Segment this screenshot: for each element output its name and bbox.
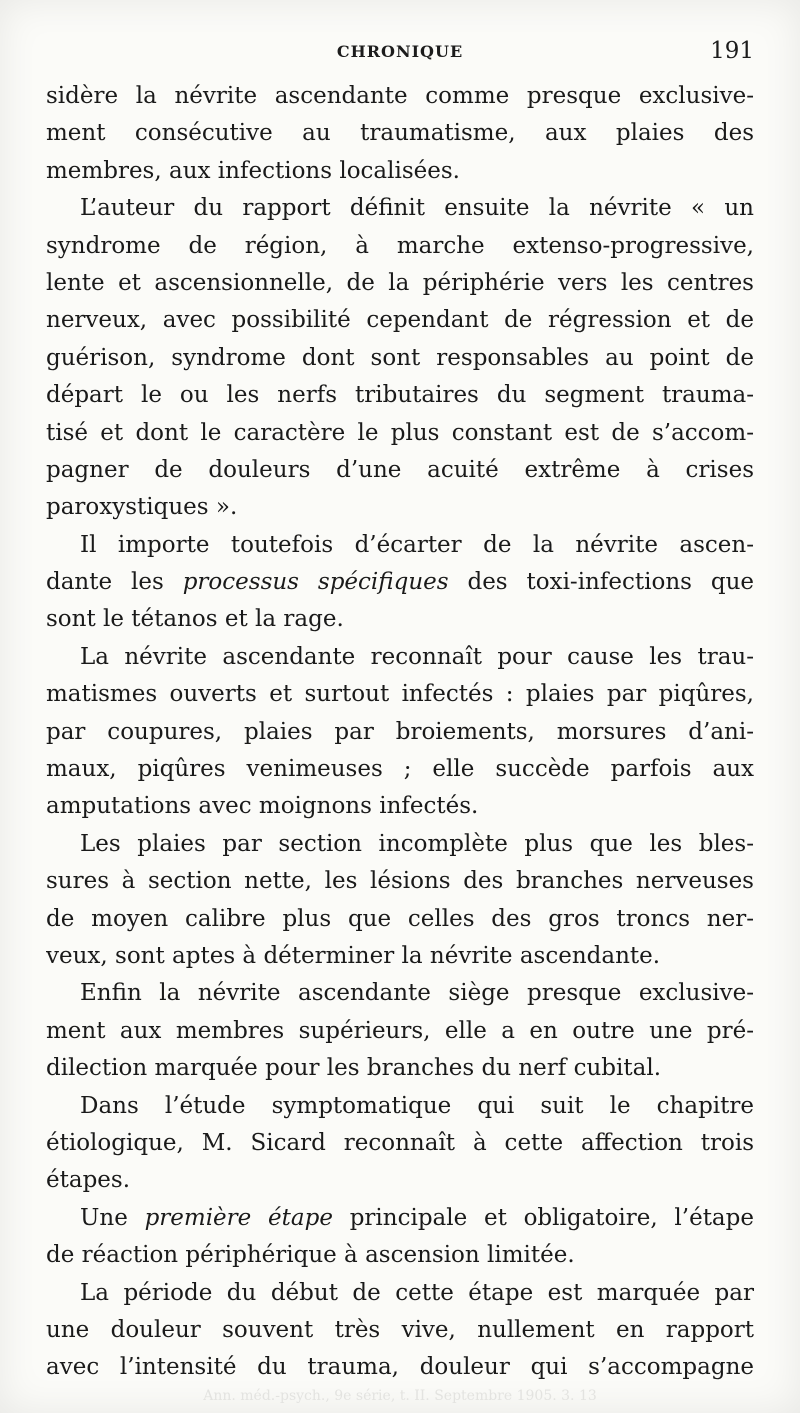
text-run: Une bbox=[80, 1204, 145, 1231]
text-line: La période du début de cette étape est marquée par bbox=[80, 1279, 754, 1306]
text-line: étiologique, M. Sicard reconnaît à cette affection trois bbox=[46, 1129, 754, 1156]
page-number: 191 bbox=[710, 38, 754, 64]
text-line: syndrome de région, à marche extenso-progressive, bbox=[46, 232, 754, 259]
footer-bleed-through: Ann. méd.-psych., 9e série, t. II. Septembre 1905. 3. 13 bbox=[203, 1388, 597, 1404]
text-line: départ le ou les nerfs tributaires du segment trauma- bbox=[46, 382, 754, 409]
text-line: paroxystiques ». bbox=[46, 494, 238, 521]
text-line bbox=[46, 564, 754, 601]
running-head bbox=[46, 38, 754, 68]
text-run: dante les bbox=[46, 569, 183, 596]
italic-term: processus spécifiques bbox=[182, 569, 449, 596]
body-text bbox=[46, 78, 754, 1387]
text-line: maux, piqûres venimeuses ; elle succède parfois aux bbox=[46, 756, 754, 783]
text-line: veux, sont aptes à déterminer la névrite ascendante. bbox=[46, 942, 661, 969]
text-line: lente et ascensionnelle, de la périphérie vers les centres bbox=[46, 269, 754, 296]
text-line: Il importe toutefois d’écarter de la névrite ascen- bbox=[80, 531, 754, 558]
text-line: La névrite ascendante reconnaît pour cause les trau- bbox=[80, 643, 754, 670]
text-line: de moyen calibre plus que celles des gros troncs ner- bbox=[46, 905, 754, 932]
running-title: CHRONIQUE bbox=[336, 42, 464, 61]
text-line: sidère la névrite ascendante comme presque exclusive- bbox=[46, 83, 754, 109]
text-line: ment consécutive au traumatisme, aux plaies des bbox=[46, 120, 754, 147]
text-line: matismes ouverts et surtout infectés : plaies par piqûres, bbox=[46, 681, 754, 708]
text-line: dilection marquée pour les branches du nerf cubital. bbox=[46, 1055, 662, 1082]
text-line: membres, aux infections localisées. bbox=[46, 157, 460, 184]
text-line: pagner de douleurs d’une acuité extrême à crises bbox=[46, 456, 754, 483]
italic-term: première étape bbox=[144, 1204, 333, 1231]
text-run: des toxi-infections que bbox=[448, 569, 754, 596]
text-line: amputations avec moignons infectés. bbox=[46, 793, 479, 820]
text-line: une douleur souvent très vive, nullement en rapport bbox=[46, 1316, 754, 1343]
text-line: tisé et dont le caractère le plus constant est de s’accom- bbox=[46, 419, 754, 446]
text-line: étapes. bbox=[46, 1167, 131, 1194]
text-line: Dans l’étude symptomatique qui suit le chapitre bbox=[80, 1092, 754, 1119]
text-line: sures à section nette, les lésions des branches nerveuses bbox=[46, 868, 754, 895]
text-line: de réaction périphérique à ascension limitée. bbox=[46, 1242, 575, 1269]
text-line bbox=[46, 1200, 754, 1237]
text-line: sont le tétanos et la rage. bbox=[46, 606, 344, 633]
text-line: ment aux membres supérieurs, elle a en outre une pré- bbox=[46, 1017, 754, 1044]
text-line: guérison, syndrome dont sont responsables au point de bbox=[46, 344, 754, 371]
text-line: Les plaies par section incomplète plus que les bles- bbox=[80, 830, 754, 857]
text-line: par coupures, plaies par broiements, morsures d’ani- bbox=[46, 718, 754, 745]
text-line: Enfin la névrite ascendante siège presque exclusive- bbox=[80, 980, 754, 1007]
text-run: principale et obligatoire, l’étape bbox=[332, 1204, 754, 1231]
text-line: L’auteur du rapport définit ensuite la névrite « un bbox=[80, 195, 754, 222]
text-line: avec l’intensité du trauma, douleur qui s’accompagne bbox=[46, 1354, 754, 1381]
text-line: nerveux, avec possibilité cependant de régression et de bbox=[46, 307, 754, 334]
